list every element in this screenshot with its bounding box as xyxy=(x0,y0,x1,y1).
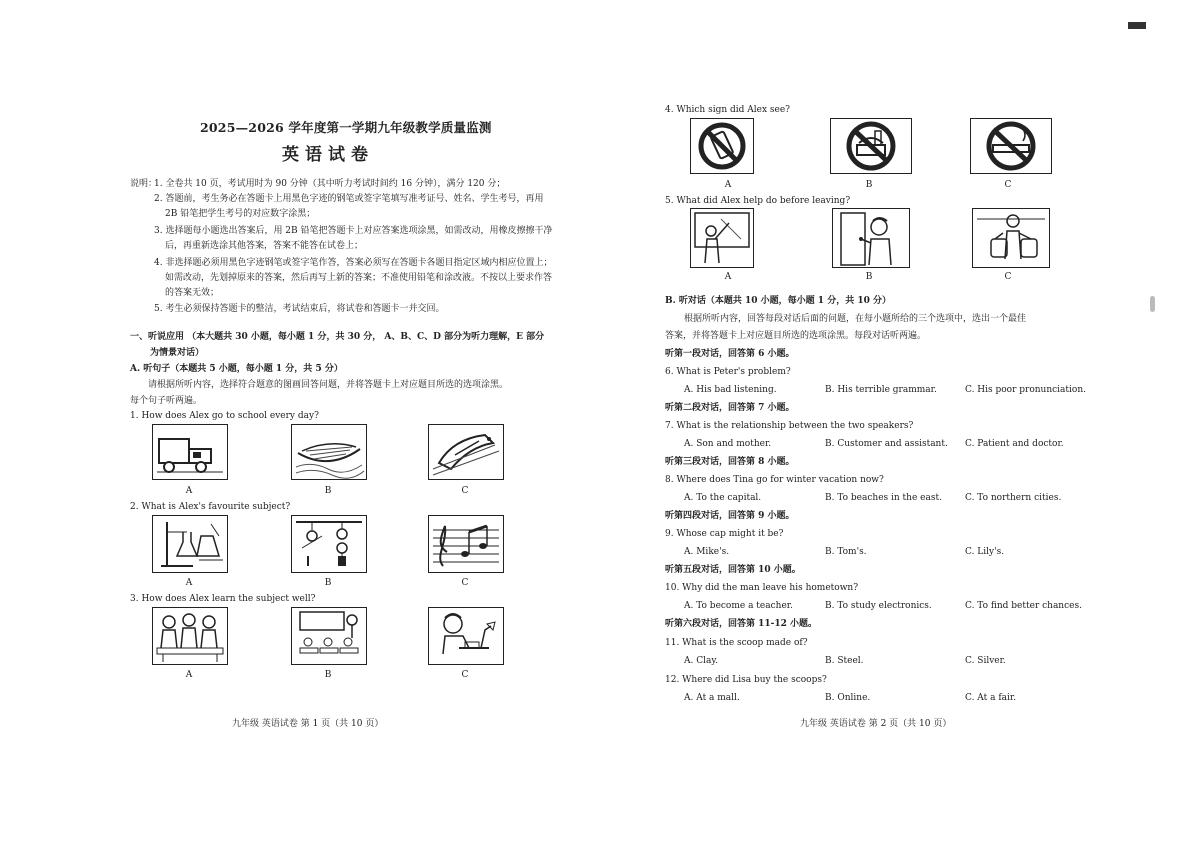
choice-a: A. Clay. xyxy=(684,656,719,666)
choice-c: C. At a fair. xyxy=(965,693,1017,703)
scan-mark xyxy=(1128,22,1146,29)
question-1: 1. How does Alex go to school every day? xyxy=(130,411,319,421)
choice-b: B. To beaches in the east. xyxy=(825,493,942,503)
note-line: 如需改动，先划掉原来的答案，然后再写上新的答案；不准使用铅笔和涂改液。不按以上要求作答 xyxy=(165,273,553,283)
section-heading: 一、听说应用 （本大题共 30 小题，每小题 1 分，共 30 分， A、B、C、D 部分为听力理解，E 部分 xyxy=(130,332,545,342)
option-label: C xyxy=(461,670,469,680)
exam-subtitle: 英语试卷 xyxy=(282,145,374,165)
self-study-icon xyxy=(428,607,504,665)
option-label: C xyxy=(1004,180,1012,190)
part-a-title: A. 听句子（本题共 5 小题，每小题 1 分，共 5 分） xyxy=(130,364,343,374)
note-line: 2B 铅笔把学生考号的对应数字涂黑； xyxy=(165,209,316,219)
choice-a: A. Son and mother. xyxy=(684,439,772,449)
boat-icon xyxy=(291,424,367,480)
question-text: 6. What is Peter's problem? xyxy=(665,367,791,377)
choice-c: C. To northern cities. xyxy=(965,493,1062,503)
question-2: 2. What is Alex's favourite subject? xyxy=(130,502,291,512)
option-label: A xyxy=(185,578,193,588)
option-label: B xyxy=(324,486,332,496)
option-label: B xyxy=(865,180,873,190)
question-text: 9. Whose cap might it be? xyxy=(665,529,784,539)
note-line: 5. 考生必须保持答题卡的整洁，考试结束后，将试卷和答题卡一并交回。 xyxy=(154,304,445,314)
question-text: 10. Why did the man leave his hometown? xyxy=(665,583,859,593)
scan-blemish xyxy=(1150,296,1155,312)
question-text: 7. What is the relationship between the two speakers? xyxy=(665,421,914,431)
option-label: A xyxy=(724,272,732,282)
question-4: 4. Which sign did Alex see? xyxy=(665,105,790,115)
choice-b: B. To study electronics. xyxy=(825,601,932,611)
question-text: 8. Where does Tina go for winter vacation now? xyxy=(665,475,884,485)
choice-a: A. Mike's. xyxy=(684,547,730,557)
choice-a: A. His bad listening. xyxy=(684,385,777,395)
physics-pulley-icon xyxy=(291,515,367,573)
option-label: B xyxy=(865,272,873,282)
exam-title: 2025—2026 学年度第一学期九年级教学质量监测 xyxy=(200,120,492,135)
choice-c: C. Silver. xyxy=(965,656,1006,666)
choice-a: A. To the capital. xyxy=(684,493,762,503)
note-line: 1. 全卷共 10 页，考试用时为 90 分钟（其中听力考试时间约 16 分钟），满分 120 分； xyxy=(154,179,506,189)
dialogue-intro: 听第五段对话，回答第 10 小题。 xyxy=(665,565,801,575)
choice-a: A. At a mall. xyxy=(684,693,740,703)
question-text: 11. What is the scoop made of? xyxy=(665,638,808,648)
note-line: 的答案无效； xyxy=(165,288,220,298)
option-label: C xyxy=(1004,272,1012,282)
note-line: 后，再重新选涂其他答案，答案不能答在试卷上； xyxy=(165,241,364,251)
page-footer: 九年级 英语试卷 第 2 页（共 10 页） xyxy=(800,719,952,729)
page-footer: 九年级 英语试卷 第 1 页（共 10 页） xyxy=(232,719,384,729)
note-line: 3. 选择题每小题选出答案后，用 2B 铅笔把答题卡上对应答案选项涂黑，如需改动，用橡皮擦擦干净 xyxy=(154,226,553,236)
group-study-icon xyxy=(152,607,228,665)
option-label: C xyxy=(461,578,469,588)
dialogue-intro: 听第六段对话，回答第 11-12 小题。 xyxy=(665,619,818,629)
pack-bag-icon xyxy=(972,208,1050,268)
choice-a: A. To become a teacher. xyxy=(684,601,793,611)
choice-b: B. Customer and assistant. xyxy=(825,439,948,449)
choice-b: B. His terrible grammar. xyxy=(825,385,937,395)
close-door-icon xyxy=(832,208,910,268)
question-5: 5. What did Alex help do before leaving? xyxy=(665,196,851,206)
choice-c: C. Lily's. xyxy=(965,547,1005,557)
music-notes-icon xyxy=(428,515,504,573)
dialogue-intro: 听第四段对话，回答第 9 小题。 xyxy=(665,511,795,521)
choice-b: B. Online. xyxy=(825,693,871,703)
choice-b: B. Steel. xyxy=(825,656,864,666)
truck-icon xyxy=(152,424,228,480)
part-b-instructions: 根据所听内容，回答每段对话后面的问题，在每小题所给的三个选项中，选出一个最佳 xyxy=(684,314,1027,324)
part-a-instructions: 请根据所听内容，选择符合题意的图画回答问题，并将答题卡上对应题目所选的选项涂黑。 xyxy=(148,380,509,390)
dialogue-intro: 听第一段对话，回答第 6 小题。 xyxy=(665,349,795,359)
option-label: A xyxy=(724,180,732,190)
question-3: 3. How does Alex learn the subject well? xyxy=(130,594,316,604)
choice-c: C. Patient and doctor. xyxy=(965,439,1064,449)
part-b-instructions: 答案，并将答题卡上对应题目所选的选项涂黑。每段对话听两遍。 xyxy=(665,331,927,341)
classroom-icon xyxy=(291,607,367,665)
no-smoking-sign-icon xyxy=(970,118,1052,174)
no-phone-sign-icon xyxy=(690,118,754,174)
train-icon xyxy=(428,424,504,480)
clean-blackboard-icon xyxy=(690,208,754,268)
choice-c: C. His poor pronunciation. xyxy=(965,385,1086,395)
chemistry-lab-icon xyxy=(152,515,228,573)
dialogue-intro: 听第三段对话，回答第 8 小题。 xyxy=(665,457,795,467)
choice-b: B. Tom's. xyxy=(825,547,867,557)
option-label: B xyxy=(324,578,332,588)
note-line: 4. 非选择题必须用黑色字迹钢笔或签字笔作答，答案必须写在答题卡各题目指定区域内相应位置上； xyxy=(154,258,553,268)
no-food-sign-icon xyxy=(830,118,912,174)
option-label: A xyxy=(185,670,193,680)
option-label: A xyxy=(185,486,193,496)
notes-label: 说明： xyxy=(130,179,158,189)
note-line: 2. 答题前，考生务必在答题卡上用黑色字迹的钢笔或签字笔填写准考证号、姓名、学生考号，再用 xyxy=(154,194,544,204)
choice-c: C. To find better chances. xyxy=(965,601,1082,611)
question-text: 12. Where did Lisa buy the scoops? xyxy=(665,675,827,685)
section-heading-cont: 为情景对话） xyxy=(150,348,205,358)
dialogue-intro: 听第二段对话，回答第 7 小题。 xyxy=(665,403,795,413)
option-label: B xyxy=(324,670,332,680)
part-a-instructions: 每个句子听两遍。 xyxy=(130,396,203,406)
part-b-title: B. 听对话（本题共 10 小题，每小题 1 分，共 10 分） xyxy=(665,296,891,306)
option-label: C xyxy=(461,486,469,496)
